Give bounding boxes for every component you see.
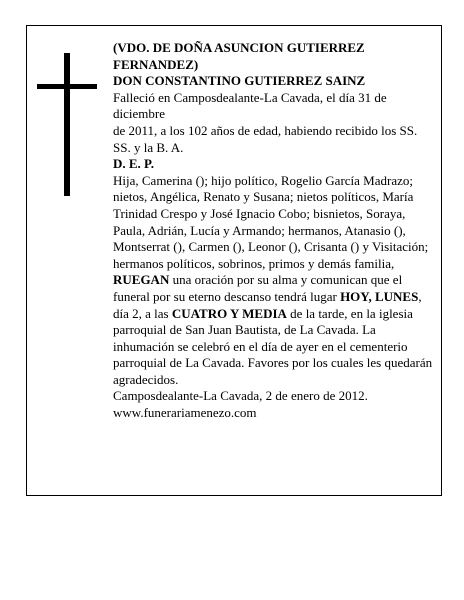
deceased-name: DON CONSTANTINO GUTIERREZ SAINZ [113,73,366,89]
time-emphasis: CUATRO Y MEDIA [171,305,287,321]
request-emphasis: RUEGAN [113,272,170,288]
day-emphasis: HOY, LUNES [340,288,419,304]
family-list: Hija, Camerina (); hijo político, Rogelio García Madrazo; nietos, Angélica, Renato y Susana; nietos políticos, María Trinidad Crespo y José Ignacio Cobo; bisnietos, Soraya, Paula, Adrián, Lucía y Armando; hermanos, Atanasio (), Montserrat (), Carmen (), Leonor (), Crisanta () y Visitación; hermanos políticos, sobrinos, primos y demás familia, [113,172,429,271]
widow-line: (VDO. DE DOÑA ASUNCION GUTIERREZ FERNANDEZ) [113,40,365,72]
obituary-text [113,40,435,422]
cross-horizontal-bar [37,84,97,89]
obituary-notice [26,25,442,496]
cross-icon [37,53,97,196]
request-text-3: de la tarde, en la iglesia parroquial de San Juan Bautista, de La Cavada. La inhumación se celebró en el día de ayer en el cementerio parroquial de La Cavada. Favores por los cuales les quedarán agradecidos. [113,305,433,387]
website: www.funerariamenezo.com [113,405,257,421]
request-text-1: una oración por su alma y comunican que el funeral por su eterno descanso tendrá lugar [113,272,403,304]
funeral-request [113,272,435,388]
place-date: Camposdealante-La Cavada, 2 de enero de 2012. [113,388,368,404]
cross-vertical-bar [64,53,70,196]
rip-line: D. E. P. [113,156,155,172]
death-line-1: Falleció en Camposdealante-La Cavada, el día 31 de diciembre [113,89,387,122]
death-line-2: de 2011, a los 102 años de edad, habiendo recibido los SS. SS. y la B. A. [113,122,418,155]
request-text-2: , día 2, a las [113,288,422,321]
